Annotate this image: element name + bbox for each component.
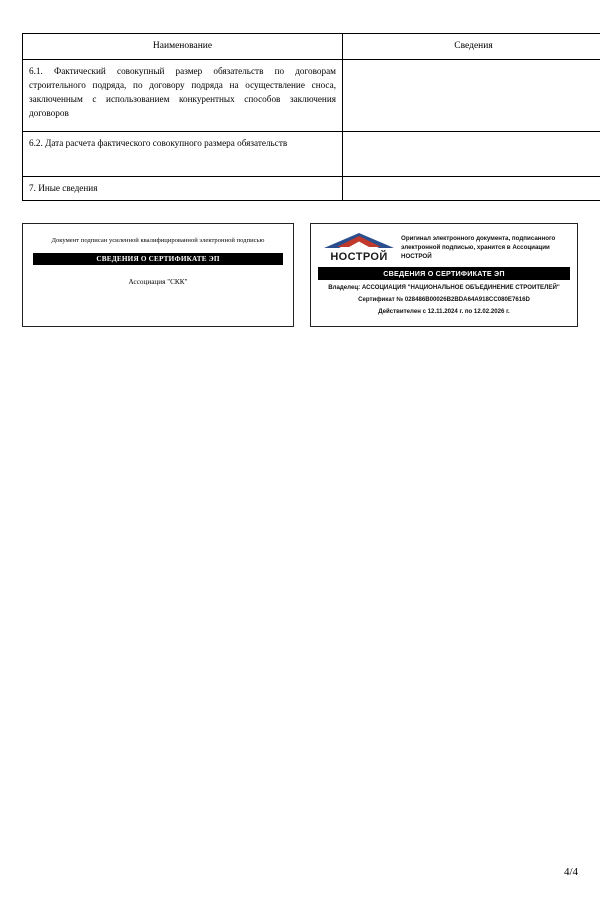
certificate-info-bar-right: СВЕДЕНИЯ О СЕРТИФИКАТЕ ЭП: [318, 267, 570, 280]
nostroy-logo: [317, 231, 401, 263]
row-label-7: 7. Иные сведения: [23, 176, 343, 200]
stamp-right-top: [311, 224, 577, 263]
certificate-validity: Действителен с 12.11.2024 г. по 12.02.2026 г.: [378, 308, 510, 315]
table-row: [23, 59, 600, 131]
certificate-owner: Владелец: АССОЦИАЦИЯ "НАЦИОНАЛЬНОЕ ОБЪЕДИНЕНИЕ СТРОИТЕЛЕЙ": [328, 284, 560, 291]
row-value-7: [343, 176, 600, 200]
column-header-name: Наименование: [23, 34, 343, 60]
signature-stamp-right: [310, 223, 578, 327]
certificate-number: Сертификат № 028486B00026B2BDA64A918CC080E7616D: [358, 296, 530, 303]
table-row: [23, 176, 600, 200]
nostroy-logo-text: НОСТРОЙ: [330, 251, 388, 263]
signature-owner-left: Ассоциация "СКК": [128, 278, 188, 287]
row-value-6-1: [343, 59, 600, 131]
original-document-notice: Оригинал электронного документа, подписанного электронной подписью, хранится в Ассоциации НОСТРОЙ: [401, 235, 556, 261]
signature-stamp-left: [22, 223, 294, 327]
row-label-6-1: 6.1. Фактический совокупный размер обязательств по договорам строительного подряда, по договору подряда на осуществление сноса, заключенным с использованием конкурентных способов заключения договоров: [23, 59, 343, 131]
row-value-6-2: [343, 131, 600, 176]
certificate-info-bar-left: СВЕДЕНИЯ О СЕРТИФИКАТЕ ЭП: [33, 253, 283, 265]
row-label-6-2: 6.2. Дата расчета фактического совокупного размера обязательств: [23, 131, 343, 176]
table-row: [23, 131, 600, 176]
nostroy-roof-icon: [317, 232, 401, 250]
information-table: [22, 33, 600, 201]
page-number: 4/4: [563, 866, 578, 878]
table-header-row: [23, 34, 600, 60]
signature-notice-text: Документ подписан усиленной квалифицированной электронной подписью: [51, 237, 265, 244]
column-header-value: Сведения: [343, 34, 600, 60]
